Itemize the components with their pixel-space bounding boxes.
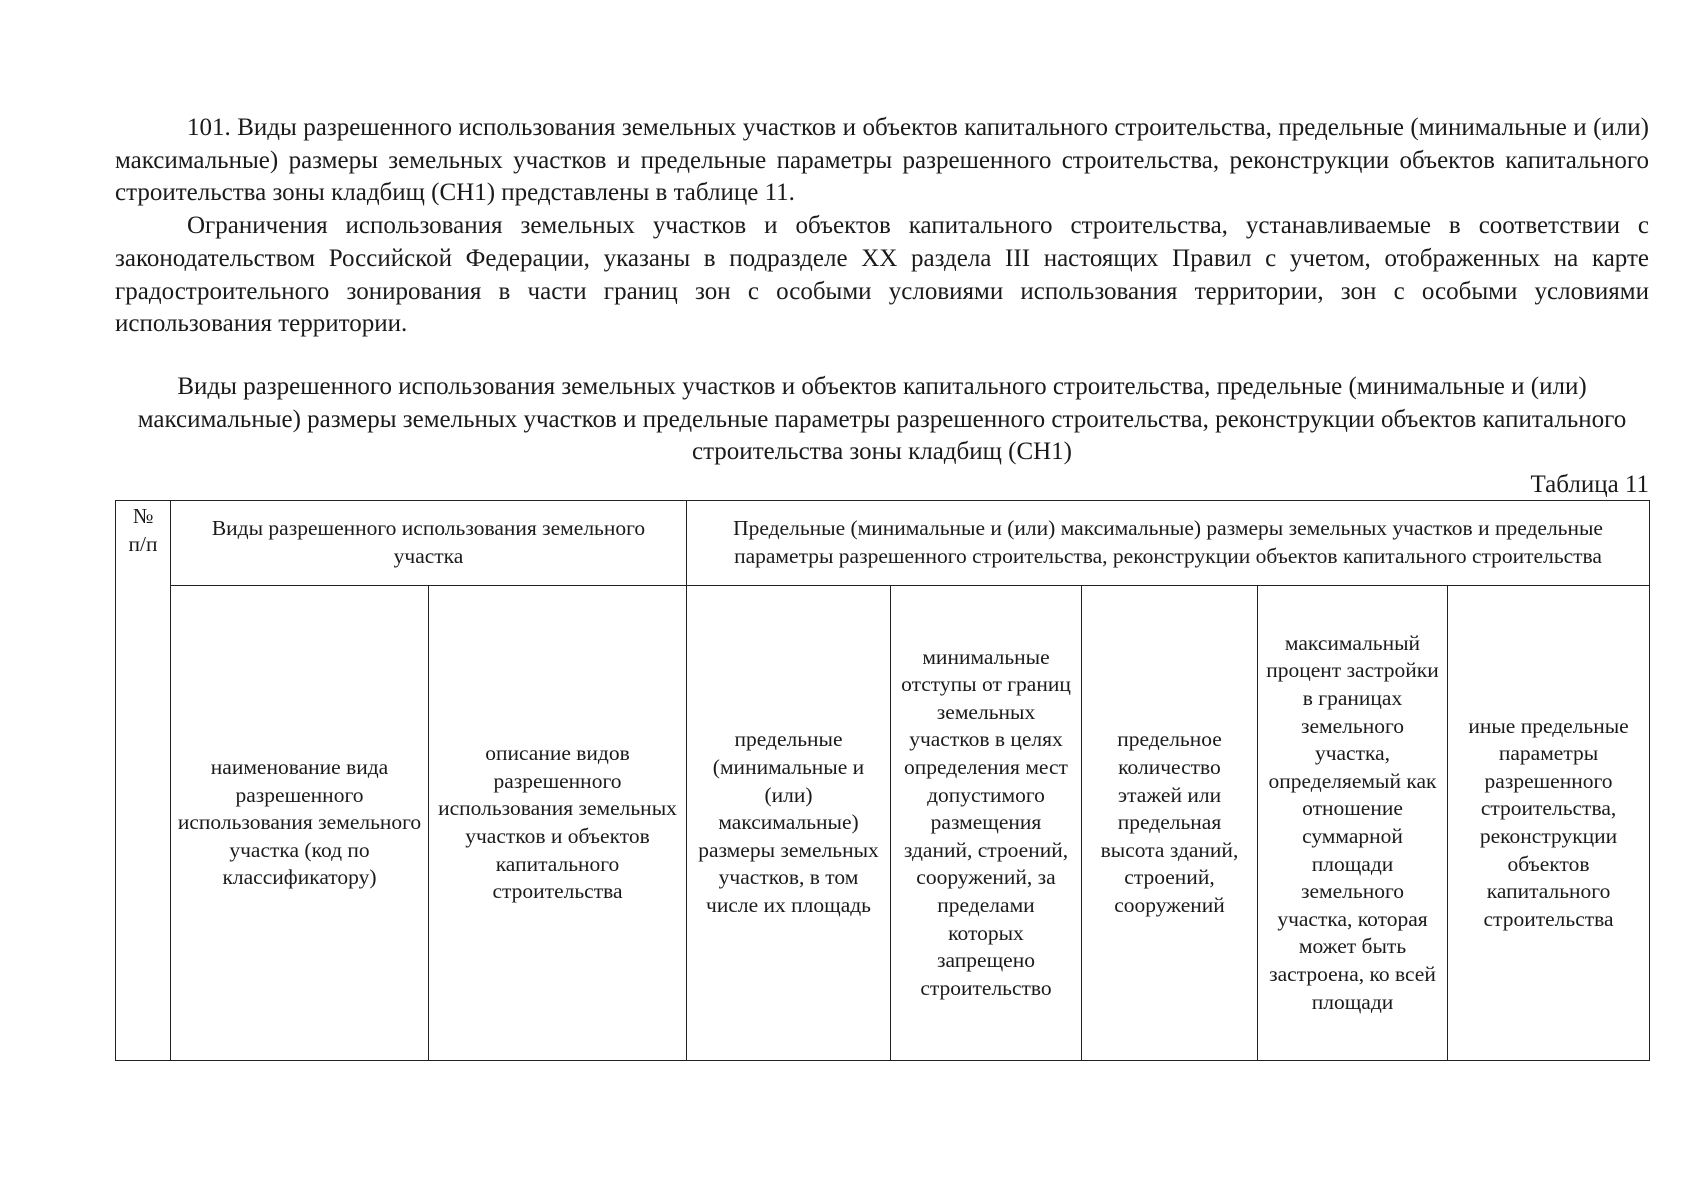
document-page [115, 112, 1649, 1061]
header-limits-group: Предельные (минимальные и (или) максимальные) размеры земельных участков и предельные параметры разрешенного строительства, реконструкции объектов капитального строительства [687, 501, 1650, 586]
header-min-setbacks: минимальные отступы от границ земельных участков в целях определения мест допустимого размещения зданий, строений, сооружений, за пределами которых запрещено строительство [891, 586, 1082, 1061]
header-number: № п/п [116, 501, 171, 1061]
table-subheader-row [116, 586, 1650, 1061]
paragraph-101: 101. Виды разрешенного использования земельных участков и объектов капитального строительства, предельные (минимальные и (или) максимальные) размеры земельных участков и предельные параметры разрешенного строительства, реконструкции объектов капитального строительства зоны кладбищ (СН1) представлены в таблице 11. [115, 114, 1649, 207]
header-use-description: описание видов разрешенного использования земельных участков и объектов капитального строительства [429, 586, 687, 1061]
table-header-row [116, 501, 1650, 586]
table-caption: Виды разрешенного использования земельных участков и объектов капитального строительства, предельные (минимальные и (или) максимальные) размеры земельных участков и предельные параметры разрешенного строительства, реконструкции объектов капитального строительства зоны кладбищ (СН1) [137, 372, 1627, 466]
header-kinds-group: Виды разрешенного использования земельного участка [171, 501, 687, 586]
header-use-name: наименование вида разрешенного использования земельного участка (код по классификатору) [171, 586, 429, 1061]
paragraph-restrictions: Ограничения использования земельных участков и объектов капитального строительства, устанавливаемые в соответствии с законодательством Российской Федерации, указаны в подразделе XX раздела III настоящих Правил с учетом, отображенных на карте градостроительного зонирования в части границ зон с особыми условиями использования территории, зон с особыми условиями использования территории. [115, 212, 1649, 338]
header-other-params: иные предельные параметры разрешенного строительства, реконструкции объектов капитального строительства [1448, 586, 1650, 1061]
header-max-coverage: максимальный процент застройки в границах земельного участка, определяемый как отношение суммарной площади земельного участка, которая может быть застроена, ко всей площади [1258, 586, 1448, 1061]
header-floors-height: предельное количество этажей или предельная высота зданий, строений, сооружений [1082, 586, 1258, 1061]
zoning-table [115, 500, 1650, 1061]
header-plot-sizes: предельные (минимальные и (или) максимальные) размеры земельных участков, в том числе их площадь [687, 586, 891, 1061]
table-number: Таблица 11 [1530, 471, 1649, 499]
